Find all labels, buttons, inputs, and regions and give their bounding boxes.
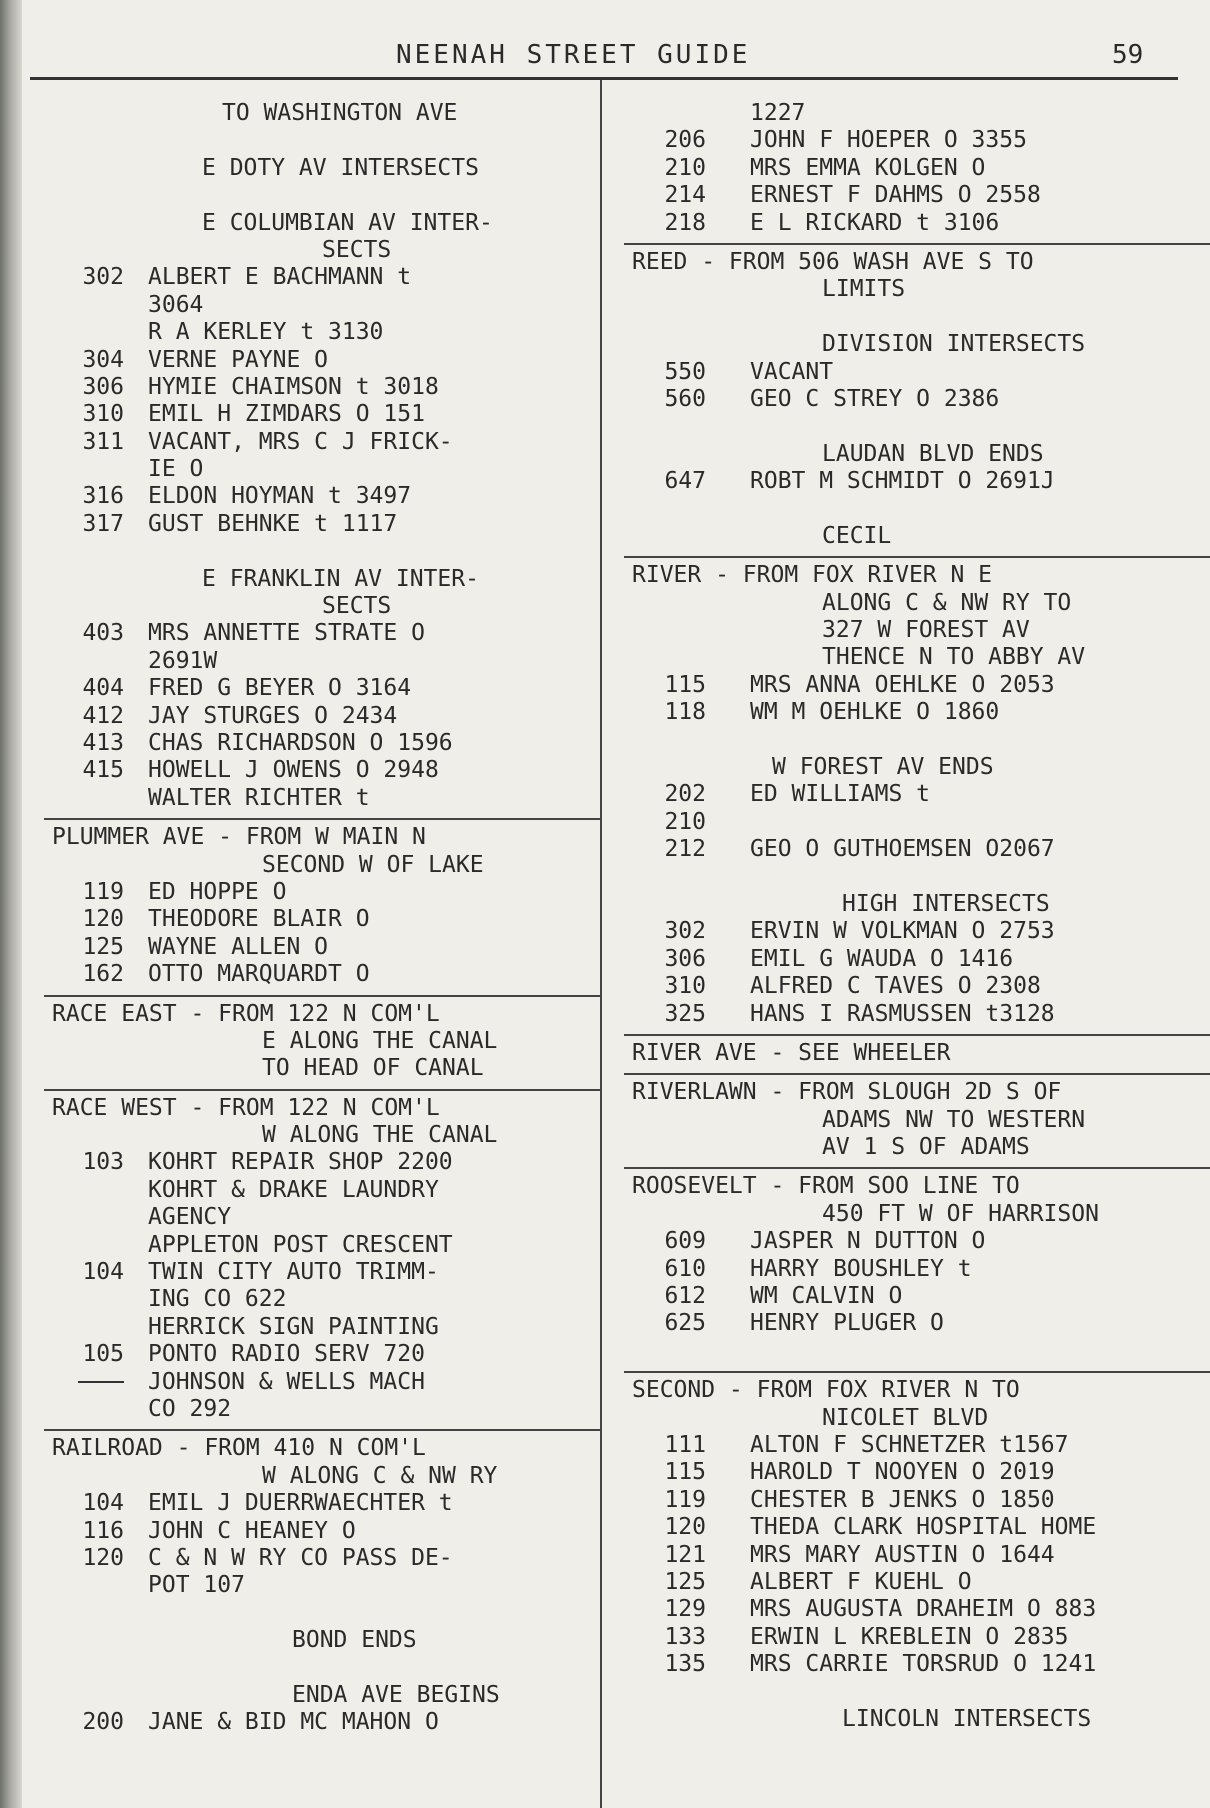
resident-entry: VACANT (750, 358, 834, 385)
resident-entry: 1227 (750, 100, 806, 126)
house-number: 306 (664, 945, 706, 972)
directory-line (632, 1542, 1210, 1569)
street-heading: PLUMMER AVE - FROM W MAIN N (52, 824, 426, 851)
house-number: 115 (664, 671, 706, 698)
directory-line (632, 276, 1210, 303)
blank-line (52, 182, 592, 209)
directory-line (52, 483, 592, 510)
directory-line (52, 401, 592, 428)
resident-entry: CHESTER B JENKS O 1850 (750, 1486, 1055, 1513)
blank-line (632, 413, 1210, 440)
directory-line (632, 1651, 1210, 1678)
section-rule (44, 1429, 600, 1431)
house-number: 135 (664, 1651, 706, 1678)
house-number: 214 (664, 182, 706, 209)
directory-line (632, 1228, 1210, 1255)
house-number: 210 (664, 808, 706, 835)
resident-entry: HOWELL J OWENS O 2948 (148, 757, 439, 784)
directory-line (632, 1079, 1210, 1106)
street-note: DIVISION INTERSECTS (822, 331, 1086, 358)
resident-entry: ALBERT F KUEHL O (750, 1568, 972, 1595)
house-number: 218 (664, 209, 706, 236)
directory-line (632, 973, 1210, 1000)
resident-entry: ERWIN L KREBLEIN O 2835 (750, 1623, 1069, 1650)
resident-entry: EMIL J DUERRWAECHTER t (148, 1490, 453, 1517)
resident-entry: WALTER RICHTER t (148, 784, 370, 811)
street-note: W FOREST AV ENDS (772, 753, 994, 780)
house-number: 120 (82, 1544, 124, 1571)
resident-entry: HYMIE CHAIMSON t 3018 (148, 373, 439, 400)
section-rule (624, 1371, 1210, 1373)
directory-line (52, 785, 592, 812)
directory-line (52, 1463, 592, 1490)
blank-line (52, 127, 592, 154)
house-number: 105 (82, 1341, 124, 1368)
directory-line (52, 1122, 592, 1149)
resident-entry: JAY STURGES O 2434 (148, 702, 398, 729)
directory-line (632, 699, 1210, 726)
directory-line (632, 617, 1210, 644)
directory-line (632, 1459, 1210, 1486)
resident-entry: JANE & BID MC MAHON O (148, 1709, 439, 1736)
house-number: 311 (82, 428, 124, 455)
directory-line (632, 1283, 1210, 1310)
street-note: ALONG C & NW RY TO (822, 589, 1072, 616)
house-number: 120 (664, 1514, 706, 1541)
blank-line (632, 304, 1210, 331)
house-number: 125 (664, 1568, 706, 1595)
street-note: BOND ENDS (292, 1627, 417, 1654)
house-number: 202 (664, 781, 706, 808)
header-rule (30, 77, 1178, 80)
directory-line (632, 249, 1210, 276)
directory-line (52, 620, 592, 647)
directory-line (632, 441, 1210, 468)
street-note: THENCE N TO ABBY AV (822, 644, 1086, 671)
directory-line (52, 1435, 592, 1462)
resident-entry: CO 292 (148, 1395, 232, 1422)
resident-entry: ALBERT E BACHMANN t (148, 264, 412, 291)
directory-line (52, 1314, 592, 1341)
resident-entry: R A KERLEY t 3130 (148, 319, 384, 346)
resident-entry: ALFRED C TAVES O 2308 (750, 973, 1041, 1000)
directory-line (52, 648, 592, 675)
street-note: TO HEAD OF CANAL (262, 1055, 484, 1082)
directory-line (52, 906, 592, 933)
house-number: 647 (664, 468, 706, 495)
street-note: SECTS (322, 593, 392, 620)
resident-entry: 2691W (148, 647, 218, 674)
directory-line (52, 319, 592, 346)
house-number: 111 (664, 1431, 706, 1458)
resident-entry: EMIL G WAUDA O 1416 (750, 945, 1014, 972)
blank-line (632, 727, 1210, 754)
directory-line (632, 1487, 1210, 1514)
house-number: 162 (82, 961, 124, 988)
directory-line (52, 757, 592, 784)
section-rule (44, 818, 600, 820)
directory-line (632, 946, 1210, 973)
resident-entry: OTTO MARQUARDT O (148, 961, 370, 988)
house-number: 302 (664, 918, 706, 945)
house-number: 125 (82, 933, 124, 960)
house-number: 133 (664, 1623, 706, 1650)
section-rule (624, 1167, 1210, 1169)
resident-entry: VACANT, MRS C J FRICK- (148, 428, 453, 455)
resident-entry: VERNE PAYNE O (148, 346, 329, 373)
house-number: 560 (664, 385, 706, 412)
street-note: ADAMS NW TO WESTERN (822, 1106, 1086, 1133)
street-note: HIGH INTERSECTS (842, 890, 1050, 917)
directory-line (632, 523, 1210, 550)
house-number: 609 (664, 1228, 706, 1255)
directory-line (632, 1432, 1210, 1459)
house-number: 325 (664, 1000, 706, 1027)
resident-entry: ED HOPPE O (148, 878, 287, 905)
street-heading: RIVER AVE - SEE WHEELER (632, 1039, 951, 1066)
resident-entry: JASPER N DUTTON O (750, 1228, 986, 1255)
house-number: 610 (664, 1255, 706, 1282)
street-heading: RIVER - FROM FOX RIVER N E (632, 562, 993, 589)
resident-entry: WM CALVIN O (750, 1283, 903, 1310)
house-number: 206 (664, 127, 706, 154)
blank-line (632, 1338, 1210, 1365)
street-note: TO WASHINGTON AVE (222, 100, 458, 126)
directory-line (632, 1377, 1210, 1404)
directory-line (632, 1256, 1210, 1283)
street-note: LIMITS (822, 276, 906, 303)
street-heading: RACE WEST - FROM 122 N COM'L (52, 1094, 440, 1121)
directory-line (52, 1572, 592, 1599)
directory-line (632, 1201, 1210, 1228)
street-note: 450 FT W OF HARRISON (822, 1200, 1099, 1227)
blank-line (52, 1600, 592, 1627)
resident-entry: MRS CARRIE TORSRUD O 1241 (750, 1651, 1097, 1678)
section-rule (624, 243, 1210, 245)
directory-line (632, 781, 1210, 808)
directory-line (632, 644, 1210, 671)
directory-line (632, 1514, 1210, 1541)
street-heading: REED - FROM 506 WASH AVE S TO (632, 248, 1034, 275)
directory-line (52, 100, 592, 127)
resident-entry: WM M OEHLKE O 1860 (750, 699, 1000, 726)
directory-line (632, 836, 1210, 863)
directory-line (52, 824, 592, 851)
house-number: 317 (82, 510, 124, 537)
directory-line (52, 1709, 592, 1736)
directory-line (52, 703, 592, 730)
resident-entry: HENRY PLUGER O (750, 1310, 944, 1337)
house-number: 200 (82, 1709, 124, 1736)
column-divider (600, 80, 602, 1808)
house-number: 550 (664, 358, 706, 385)
directory-line (632, 1596, 1210, 1623)
directory-line (632, 155, 1210, 182)
house-number: 612 (664, 1283, 706, 1310)
directory-line (52, 155, 592, 182)
directory-line (632, 1310, 1210, 1337)
directory-line (52, 374, 592, 401)
resident-entry: KOHRT REPAIR SHOP 2200 (148, 1149, 453, 1176)
directory-line (632, 672, 1210, 699)
directory-line (52, 852, 592, 879)
resident-entry: ERVIN W VOLKMAN O 2753 (750, 918, 1055, 945)
book-spine-shadow (0, 0, 22, 1808)
resident-entry: WAYNE ALLEN O (148, 933, 329, 960)
street-note: CECIL (822, 522, 892, 549)
resident-entry: KOHRT & DRAKE LAUNDRY (148, 1176, 439, 1203)
directory-line (632, 182, 1210, 209)
directory-page (22, 0, 1210, 1808)
resident-entry: APPLETON POST CRESCENT (148, 1231, 453, 1258)
resident-entry: MRS EMMA KOLGEN O (750, 154, 986, 181)
directory-line (52, 879, 592, 906)
house-number: 306 (82, 373, 124, 400)
directory-line (52, 961, 592, 988)
street-note: AV 1 S OF ADAMS (822, 1134, 1030, 1161)
directory-line (632, 1624, 1210, 1651)
section-rule (44, 995, 600, 997)
resident-entry: GEO C STREY O 2386 (750, 385, 1000, 412)
street-note: E DOTY AV INTERSECTS (202, 154, 479, 181)
directory-line (52, 1095, 592, 1122)
resident-entry: HERRICK SIGN PAINTING (148, 1313, 439, 1340)
directory-line (52, 730, 592, 757)
directory-line (52, 1490, 592, 1517)
directory-line (632, 210, 1210, 237)
street-note: E FRANKLIN AV INTER- (202, 565, 479, 592)
resident-entry: THEDA CLARK HOSPITAL HOME (750, 1514, 1097, 1541)
directory-line (52, 566, 592, 593)
resident-entry: JOHNSON & WELLS MACH (148, 1368, 425, 1395)
resident-entry: JOHN C HEANEY O (148, 1517, 356, 1544)
resident-entry: MRS ANNETTE STRATE O (148, 620, 425, 647)
directory-line (52, 1204, 592, 1231)
resident-entry: GEO O GUTHOEMSEN O2067 (750, 836, 1055, 863)
street-heading: ROOSEVELT - FROM SOO LINE TO (632, 1173, 1020, 1200)
directory-line (52, 1232, 592, 1259)
street-note: E ALONG THE CANAL (262, 1027, 498, 1054)
directory-line (632, 1134, 1210, 1161)
house-number: 304 (82, 346, 124, 373)
directory-line (632, 386, 1210, 413)
blank-line (52, 1654, 592, 1681)
section-rule (624, 1073, 1210, 1075)
directory-line (632, 1107, 1210, 1134)
directory-line (632, 359, 1210, 386)
street-heading: RIVERLAWN - FROM SLOUGH 2D S OF (632, 1079, 1062, 1106)
resident-entry: HARRY BOUSHLEY t (750, 1255, 972, 1282)
resident-entry: JOHN F HOEPER O 3355 (750, 127, 1027, 154)
directory-line (52, 292, 592, 319)
directory-line (52, 1545, 592, 1572)
house-number: 121 (664, 1541, 706, 1568)
house-number: 316 (82, 483, 124, 510)
street-heading: SECOND - FROM FOX RIVER N TO (632, 1377, 1020, 1404)
house-number: 119 (664, 1486, 706, 1513)
house-number: 413 (82, 729, 124, 756)
directory-line (52, 210, 592, 237)
house-number: 302 (82, 264, 124, 291)
house-number: 120 (82, 906, 124, 933)
directory-line (52, 264, 592, 291)
street-note: E COLUMBIAN AV INTER- (202, 209, 493, 236)
resident-entry: PONTO RADIO SERV 720 (148, 1341, 425, 1368)
blank-line (632, 1678, 1210, 1705)
directory-line (52, 1682, 592, 1709)
resident-entry: HANS I RASMUSSEN t3128 (750, 1000, 1055, 1027)
resident-entry: E L RICKARD t 3106 (750, 209, 1000, 236)
resident-entry: ING CO 622 (148, 1286, 287, 1313)
resident-entry: IE O (148, 456, 204, 483)
house-number: 415 (82, 757, 124, 784)
blank-line (52, 538, 592, 565)
directory-line (632, 1569, 1210, 1596)
directory-line (52, 1286, 592, 1313)
directory-line (632, 468, 1210, 495)
directory-line (632, 562, 1210, 589)
resident-entry: ERNEST F DAHMS O 2558 (750, 182, 1041, 209)
right-column (632, 100, 1210, 1733)
directory-line (632, 809, 1210, 836)
street-note: ENDA AVE BEGINS (292, 1681, 500, 1708)
directory-line (52, 593, 592, 620)
directory-line (632, 754, 1210, 781)
directory-line (632, 1405, 1210, 1432)
directory-line (52, 237, 592, 264)
directory-line (632, 127, 1210, 154)
directory-line (632, 1706, 1210, 1733)
street-note: LAUDAN BLVD ENDS (822, 440, 1044, 467)
directory-line (632, 1173, 1210, 1200)
house-number: 412 (82, 702, 124, 729)
directory-line (52, 1369, 592, 1396)
directory-line (632, 590, 1210, 617)
page-title: NEENAH STREET GUIDE (396, 40, 751, 70)
directory-line (632, 918, 1210, 945)
street-note: SECTS (322, 236, 392, 263)
section-rule (624, 1034, 1210, 1036)
directory-line (632, 331, 1210, 358)
street-heading: RACE EAST - FROM 122 N COM'L (52, 1000, 440, 1027)
house-number: 118 (664, 699, 706, 726)
house-number: 210 (664, 154, 706, 181)
street-note: NICOLET BLVD (822, 1404, 989, 1431)
resident-entry: MRS ANNA OEHLKE O 2053 (750, 671, 1055, 698)
ditto-dash (52, 1369, 124, 1396)
directory-line (632, 100, 1210, 127)
directory-line (52, 347, 592, 374)
dash-mark (78, 1381, 124, 1383)
resident-entry: ROBT M SCHMIDT O 2691J (750, 468, 1055, 495)
directory-line (632, 891, 1210, 918)
resident-entry: MRS MARY AUSTIN O 1644 (750, 1541, 1055, 1568)
house-number: 104 (82, 1490, 124, 1517)
street-heading: RAILROAD - FROM 410 N COM'L (52, 1435, 426, 1462)
resident-entry: 3064 (148, 291, 204, 318)
resident-entry: ED WILLIAMS t (750, 781, 931, 808)
resident-entry: ALTON F SCHNETZER t1567 (750, 1431, 1069, 1458)
section-rule (624, 556, 1210, 558)
street-note: W ALONG THE CANAL (262, 1122, 498, 1149)
resident-entry: AGENCY (148, 1204, 232, 1231)
directory-line (52, 511, 592, 538)
street-note: SECOND W OF LAKE (262, 851, 484, 878)
resident-entry: ELDON HOYMAN t 3497 (148, 483, 412, 510)
resident-entry: POT 107 (148, 1572, 245, 1599)
directory-line (632, 1040, 1210, 1067)
house-number: 115 (664, 1459, 706, 1486)
directory-line (52, 1149, 592, 1176)
house-number: 129 (664, 1596, 706, 1623)
resident-entry: TWIN CITY AUTO TRIMM- (148, 1259, 439, 1286)
resident-entry: THEODORE BLAIR O (148, 906, 370, 933)
directory-line (52, 1001, 592, 1028)
directory-line (52, 1259, 592, 1286)
house-number: 212 (664, 836, 706, 863)
resident-entry: CHAS RICHARDSON O 1596 (148, 729, 453, 756)
house-number: 104 (82, 1259, 124, 1286)
blank-line (632, 495, 1210, 522)
directory-line (52, 675, 592, 702)
house-number: 404 (82, 675, 124, 702)
directory-line (632, 1001, 1210, 1028)
resident-entry: HAROLD T NOOYEN O 2019 (750, 1459, 1055, 1486)
house-number: 116 (82, 1517, 124, 1544)
resident-entry: C & N W RY CO PASS DE- (148, 1544, 453, 1571)
section-rule (44, 1089, 600, 1091)
blank-line (632, 864, 1210, 891)
street-note: LINCOLN INTERSECTS (842, 1705, 1092, 1732)
directory-line (52, 1055, 592, 1082)
street-note: 327 W FOREST AV (822, 617, 1030, 644)
directory-line (52, 1028, 592, 1055)
directory-line (52, 1627, 592, 1654)
directory-line (52, 1518, 592, 1545)
house-number: 103 (82, 1149, 124, 1176)
resident-entry: FRED G BEYER O 3164 (148, 675, 412, 702)
house-number: 310 (82, 401, 124, 428)
directory-line (52, 429, 592, 456)
directory-line (52, 934, 592, 961)
resident-entry: EMIL H ZIMDARS O 151 (148, 401, 425, 428)
directory-line (52, 1341, 592, 1368)
left-column (52, 100, 592, 1737)
house-number: 403 (82, 620, 124, 647)
street-note: W ALONG C & NW RY (262, 1462, 498, 1489)
house-number: 310 (664, 973, 706, 1000)
directory-line (52, 456, 592, 483)
directory-line (52, 1396, 592, 1423)
resident-entry: MRS AUGUSTA DRAHEIM O 883 (750, 1596, 1097, 1623)
page-number: 59 (1112, 40, 1144, 70)
house-number: 119 (82, 878, 124, 905)
house-number: 625 (664, 1310, 706, 1337)
resident-entry: GUST BEHNKE t 1117 (148, 510, 398, 537)
directory-line (52, 1177, 592, 1204)
